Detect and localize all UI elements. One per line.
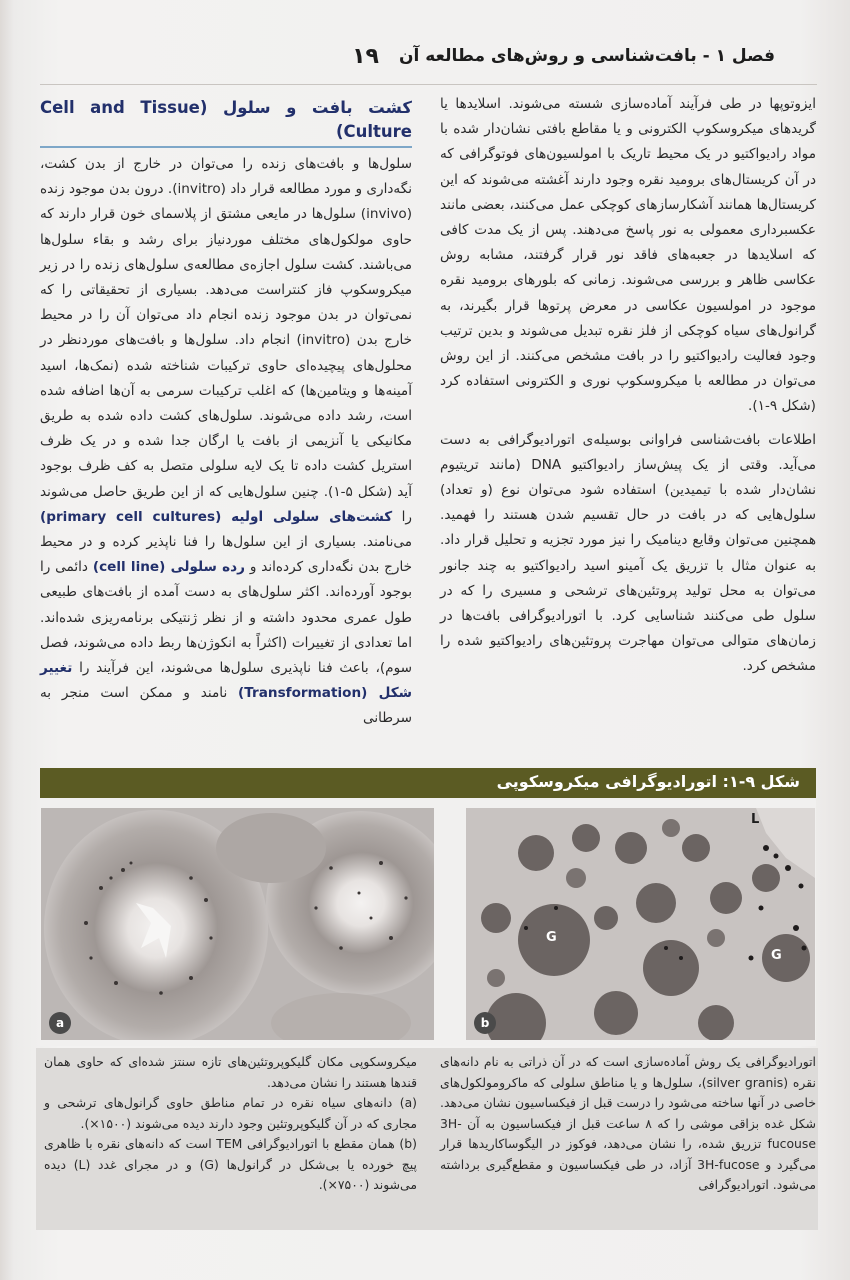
right-column: [440, 92, 816, 680]
chapter-title: فصل ۱ - بافت‌شناسی و روش‌های مطالعه آن: [398, 46, 775, 66]
cell-culture-text-1: سلول‌ها و بافت‌های زنده را می‌توان در خارج از بدن کشت، نگه‌داری و مورد مطالعه قرار داد (invitro). درون بدن موجود زنده (invivo) سلول‌ها در مایعی مشتق از پلاسمای خون قرار دارند که حاوی مولکول‌های مختلف موردنیاز برای رشد و بقاء سلول‌ها می‌باشند. کشت سلول اجازه‌ی مطالعه‌ی سلول‌های زنده را در زیر میکروسکوپ فاز کنتراست می‌دهد. بسیاری از تحقیقاتی را که نمی‌توان در بدن موجود زنده انجام داد می‌توان آن را در محیط خارج بدن (invitro) انجام داد. سلول‌ها و بافت‌های موردنظر در محلول‌های پیچیده‌ای حاوی ترکیبات شناخته شده (نمک‌ها، اسید آمینه‌ها و ویتامین‌ها) که اغلب ترکیبات سرمی به آن‌ها اضافه شده است، رشد داده می‌شوند. سلول‌های کشت داده شده به طریق مکانیکی یا آنزیمی از بافت یا ارگان جدا شده و در یک ظرف استریل کشت داده تا یک لایه سلولی متصل به کف ظرف بوجود آید (شکل ۵-۱). چنین سلول‌هایی که از این طریق حاصل می‌شوند را: [40, 156, 413, 525]
cell-culture-text-3: دائمی را بوجود آورده‌اند. اکثر سلول‌های به دست آمده از بافت‌های طبیعی طول عمری محدود داشته و از نظر ژنتیکی برنامه‌ریزی شده‌اند. اما تعدادی از تغییرات (اکثراً به انکوژن‌ها ربط داده می‌شوند، فصل سوم)، باعث فنا ناپذیری سلول‌ها می‌شوند، این فرآیند را: [40, 559, 412, 677]
cell-culture-paragraph: [40, 152, 412, 732]
term-cell-line: رده سلولی (cell line): [92, 559, 245, 576]
caption-left-text-2: (a) دانه‌های سیاه نقره در تمام مناطق حاوی گرانول‌های ترشحی و مجاری که در آن گلیکوپروتئین وجود دارند دیده می‌شوند (۱۵۰۰×).: [44, 1095, 417, 1131]
figure-title: شکل ۹-۱: اتورادیوگرافی میکروسکوپی: [496, 772, 800, 791]
term-primary-cell-cultures: کشت‌های سلولی اولیه (primary cell cultures): [40, 508, 393, 525]
figure-caption-left: [44, 1052, 417, 1196]
caption-right-text: اتورادیوگرافی یک روش آماده‌سازی است که در آن ذراتی به نام دانه‌های نقره (silver granis)، سلول‌ها و یا مناطق سلولی که ماکرومولکول‌های خاصی در آنها ساخته می‌شود را درست قبل از فیکساسیون نشان می‌دهد. شکل غده بزاقی موشی را که ۸ ساعت قبل از فیکساسیون به آن 3H-fucouse تزریق شده، را نشان می‌دهد، فوکوز در الیگوساکاریدها قرار می‌گیرد و 3H-fucose آزاد، در طی فیکساسیون و مقطع‌گیری برداشته می‌شود. اتورادیوگرافی: [440, 1054, 816, 1192]
header-divider: [40, 84, 817, 85]
micrograph-b-image: [466, 808, 815, 1040]
panel-a-label: a: [49, 1012, 71, 1034]
page-number: ۱۹: [352, 43, 379, 69]
granule-label-g1: G: [546, 930, 557, 945]
caption-left-text-1: میکروسکوپی مکان گلیکوپروتئین‌های تازه سنتز شده‌ای که حاوی همان قندها هستند را نشان می‌دهد.: [44, 1054, 417, 1090]
micrograph-panel-a: [41, 808, 434, 1040]
section-heading-cell-culture: کشت بافت و سلول (Cell and Tissue Culture): [40, 96, 412, 148]
micrograph-panel-b: [466, 808, 815, 1040]
page-header: [60, 36, 775, 76]
figure-title-bar: [40, 768, 816, 798]
autoradiography-paragraph-2: اطلاعات بافت‌شناسی فراوانی بوسیله‌ی اتورادیوگرافی به دست می‌آید. وقتی از یک پیش‌ساز رادیواکتیو DNA (مانند تریتیوم نشان‌دار شده با تیمیدین) استفاده شود می‌توان نوع (و تعداد) سلول‌هایی که در بافت در حال تقسیم شدن هستند را فهمید. همچنین می‌توان وقایع دینامیک را نیز مورد تجزیه و تحلیل قرار داد. به عنوان مثال با تزریق یک آمینو اسید رادیواکتیو به چند جانور می‌توان به محل تولید پروتئین‌های ترشحی و مسیری را که در سلول طی می‌کنند شناسایی کرد. با اتورادیوگرافی بافت‌ها در زمان‌های متوالی می‌توان مهاجرت پروتئین‌های رادیواکتیو شده را مشخص کرد.: [440, 431, 816, 675]
figure-caption-right: [440, 1052, 816, 1196]
caption-left-text-3: (b) همان مقطع با اتورادیوگرافی TEM است که دانه‌های نقره با ظاهری پیچ خورده یا بی‌شکل در گرانول‌ها (G) و در مجرای غدد (L) دیده می‌شوند (۷۵۰۰×).: [44, 1136, 417, 1192]
autoradiography-paragraph-1: ایزوتوپها در طی فرآیند آماده‌سازی شسته می‌شوند. اسلایدها یا گریدهای میکروسکوپ الکترونی و یا مقاطع بافتی نشان‌دار شده با مواد رادیواکتیو در یک محیط تاریک با امولسیون‌های فوتوگرافی که در آن کریستال‌های برومید نقره وجود دارند آغشته می‌شوند که این کریستال‌ها همانند آشکارسازهای کوچکی عمل می‌کنند، بعضی مانند عکسبرداری معمولی به نور پاسخ می‌دهند. پس از یک مدت کافی که اسلایدها در جعبه‌های فاقد نور قرار گرفتند، مشابه روش عکاسی ظاهر و بررسی می‌شوند. زمانی که بلورهای برومید نقره موجود در امولسیون عکاسی در معرض پرتوها قرار بگیرند، به گرانول‌های سیاه کوچکی از فلز نقره تبدیل می‌شوند و بدین ترتیب وجود فعالیت رادیواکتیو را در بافت مشخص می‌کنند. از این روش می‌توان در مطالعه با میکروسکوپ نوری و الکترونی استفاده کرد (شکل ۹-۱).: [440, 96, 816, 415]
cell-culture-text-2: می‌نامند. بسیاری از این سلول‌ها را فنا ناپذیر کرده و در محیط خارج بدن نگه‌داری کرده‌اند و: [40, 534, 413, 576]
granule-label-g2: G: [771, 948, 782, 963]
lumen-label: L: [751, 812, 760, 827]
panel-b-label: b: [474, 1012, 496, 1034]
left-column: [40, 96, 412, 732]
micrograph-a-image: [41, 808, 434, 1040]
term-transformation: تغییر شکل (Transformation): [40, 660, 412, 702]
cell-culture-text-4: نامند و ممکن است منجر به سرطانی: [40, 685, 412, 727]
